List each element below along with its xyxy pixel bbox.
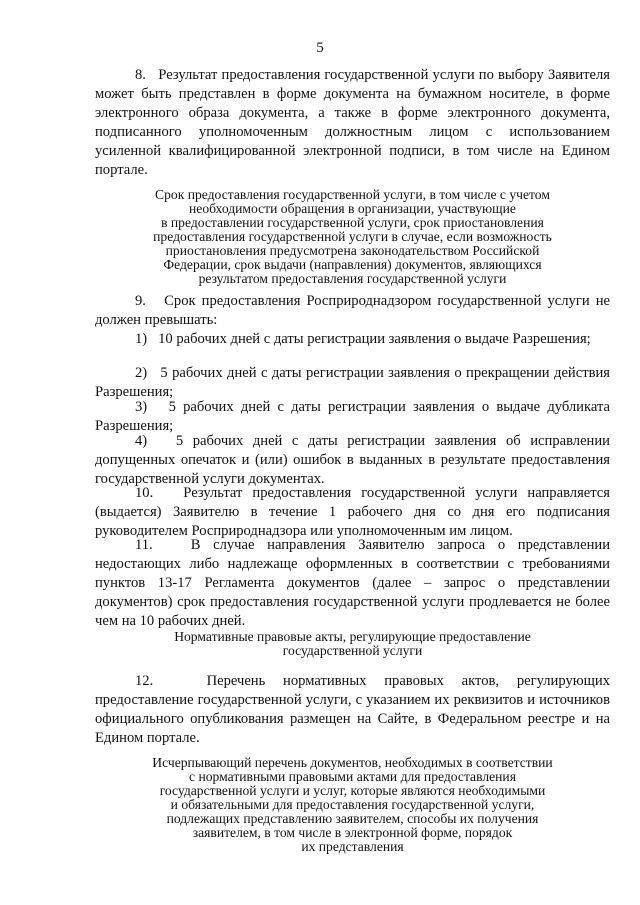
paragraph-11: 11. В случае направления Заявителю запроса о представлении недостающих либо надлежаще оформленных в соответствии с требованиями пунктов 13-17 Регламента документов (далее – запрос о представлении документов) срок предоставления государственной услуги продлевается не более чем на 10 рабочих дней. — [95, 537, 610, 629]
heading-line: приостановления предусмотрена законодательством Российской — [165, 243, 540, 258]
heading-line: Нормативные правовые акты, регулирующие предоставление — [174, 629, 531, 644]
heading-line: Срок предоставления государственной услуги, в том числе с учетом — [155, 187, 550, 202]
heading-line: Федерации, срок выдачи (направления) документов, являющихся — [163, 257, 542, 272]
heading-line: и обязательными для предоставления государственной услуги, — [170, 797, 535, 812]
heading-line: предоставления государственной услуги в случае, если возможность — [153, 229, 552, 244]
heading-line: их представления — [301, 839, 404, 854]
heading-line: результатом предоставления государственной услуги — [198, 271, 507, 286]
heading-line: заявителем, в том числе в электронной форме, порядок — [192, 825, 513, 840]
heading-line: необходимости обращения в организации, участвующие — [189, 201, 516, 216]
paragraph-8: 8. Результат предоставления государственной услуги по выбору Заявителя может быть представлен в форме документа на бумажном носителе, в форме электронного образа документа, а также в форме электронного документа, подписанного уполномоченным должностным лицом с использованием усиленной квалифицированной электронной подписи, в том числе на Едином портале. — [95, 67, 610, 178]
paragraph-12: 12. Перечень нормативных правовых актов, регулирующих предоставление государственной услуги, с указанием их реквизитов и источников официального опубликования размещен на Сайте, в Федеральном реестре и на Едином портале. — [95, 673, 610, 746]
heading-line: государственной услуги и услуг, которые являются необходимыми — [159, 783, 546, 798]
heading-line: Исчерпывающий перечень документов, необходимых в соответствии — [152, 755, 553, 770]
section-heading-legal-acts — [95, 630, 610, 658]
heading-line: подлежащих представлению заявителем, способы их получения — [166, 811, 539, 826]
heading-line: в предоставлении государственной услуги, срок приостановления — [161, 215, 544, 230]
paragraph-10: 10. Результат предоставления государственной услуги направляется (выдается) Заявителю в течение 1 рабочего дня со дня его подписания руководителем Росприроднадзора или уполномоченным им лицом. — [95, 485, 610, 539]
paragraph-9-item-2: 2) 5 рабочих дней с даты регистрации заявления о прекращении действия Разрешения; — [95, 365, 610, 400]
heading-line: государственной услуги — [282, 643, 423, 658]
paragraph-9-item-3: 3) 5 рабочих дней с даты регистрации заявления о выдаче дубликата Разрешения; — [95, 399, 610, 434]
heading-line: с нормативными правовыми актами для предоставления — [189, 769, 516, 784]
paragraph-9: 9. Срок предоставления Росприроднадзором государственной услуги не должен превышать: — [95, 293, 610, 328]
paragraph-9-item-4: 4) 5 рабочих дней с даты регистрации заявления об исправлении допущенных опечаток и (или) ошибок в выданных в результате предоставления государственной услуги документах. — [95, 433, 610, 487]
paragraph-9-item-1: 1) 10 рабочих дней с даты регистрации заявления о выдаче Разрешения; — [135, 331, 591, 347]
page-number: 5 — [316, 40, 324, 56]
section-heading-deadlines — [95, 188, 610, 286]
section-heading-documents — [95, 756, 610, 854]
